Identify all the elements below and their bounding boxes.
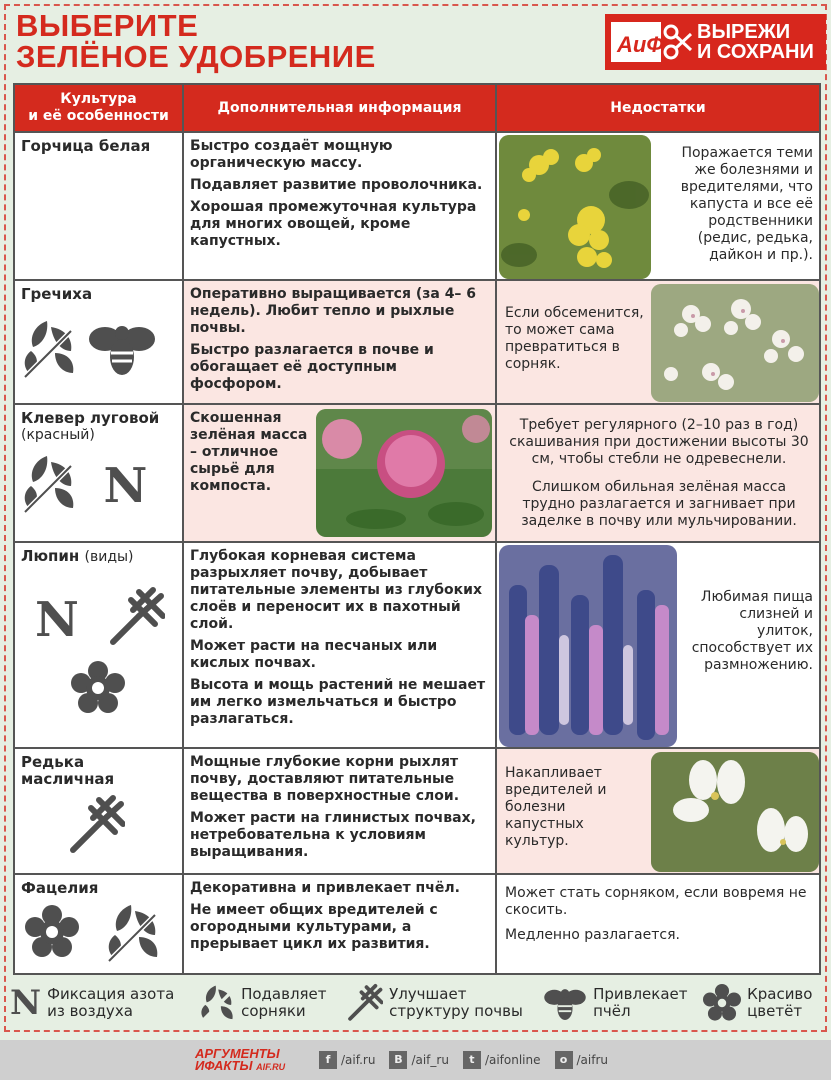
weed-suppression-icon xyxy=(21,317,77,384)
social-odnoklassniki[interactable] xyxy=(555,1051,609,1069)
rake-icon xyxy=(345,983,383,1023)
legend-label: Улучшает структуру почвы xyxy=(389,985,523,1020)
weed-suppression-icon xyxy=(105,901,161,968)
icon-legend xyxy=(10,978,825,1028)
legend-item-flower xyxy=(703,984,821,1022)
info-text: Хорошая промежуточная культура для многих овощей, кроме капустных. xyxy=(190,199,477,249)
info-text: Глубокая корневая система разрыхляет почву, добывает питательные элементы из глубоких слоёв и переносит их в пахотный слой. xyxy=(190,548,483,632)
table-row xyxy=(14,280,820,404)
bee-icon xyxy=(543,983,587,1023)
flower-icon xyxy=(703,984,741,1022)
page-title xyxy=(16,10,376,72)
table-header-row xyxy=(14,84,820,132)
info-text: Оперативно выращивается (за 4– 6 недель). Любит тепло и рыхлые почвы. xyxy=(190,286,477,336)
crop-name: Редька масличная xyxy=(21,753,115,788)
badge-line-2: И СОХРАНИ xyxy=(697,41,814,63)
odnoklassniki-icon: о xyxy=(555,1051,573,1069)
info-text: Высота и мощь растений не мешает им легко измельчаться и быстро разлагаться. xyxy=(190,677,486,727)
info-text: Скошенная зелёная масса – отличное сырьё для компоста. xyxy=(190,410,308,494)
table-row xyxy=(14,874,820,974)
drawback-text: Медленно разлагается. xyxy=(505,927,680,943)
badge-line-1: ВЫРЕЖИ xyxy=(697,21,791,43)
nitrogen-fixation-icon: N xyxy=(35,591,79,648)
social-twitter[interactable] xyxy=(463,1051,541,1069)
crop-name: Гречиха xyxy=(21,285,93,303)
crop-name: Клевер луговой xyxy=(21,409,160,427)
crop-name: Люпин (виды) xyxy=(21,547,134,565)
rake-icon xyxy=(65,794,125,861)
vk-icon: В xyxy=(389,1051,407,1069)
info-text: Может расти на песчаных или кислых почвах. xyxy=(190,638,438,671)
title-line-2: ЗЕЛЁНОЕ УДОБРЕНИЕ xyxy=(16,39,376,74)
social-facebook[interactable] xyxy=(319,1051,375,1069)
nitrogen-fixation-icon: N xyxy=(103,457,148,514)
badge-text xyxy=(693,22,814,62)
info-text: Не имеет общих вредителей с огородными культурами, а прерывает цикл их развития. xyxy=(190,902,438,952)
drawback-text: Если обсеменится, то может сама превратиться в сорняк. xyxy=(505,305,644,372)
aif-logo-text: АиФ xyxy=(617,32,664,57)
drawback-text: Поражается теми же болезнями и вредителями, что капуста и все её родственники (редис, редька, дайкон и пр.). xyxy=(680,145,813,263)
footer xyxy=(0,1040,831,1080)
social-handle: /aif_ru xyxy=(411,1053,449,1067)
drawback-text: Накапливает вредителей и болезни капустных культур. xyxy=(505,765,607,849)
weed-suppression-icon xyxy=(199,983,235,1023)
clover-photo xyxy=(316,409,492,537)
drawback-text: Требует регулярного (2–10 раз в год) скашивания при достижении высоты 30 см, чтобы стебли не одревеснели. xyxy=(509,417,809,467)
social-handle: /aifonline xyxy=(484,1053,541,1067)
social-handle: /aifru xyxy=(576,1053,608,1067)
crop-name: Горчица белая xyxy=(21,137,151,155)
header-info: Дополнительная информация xyxy=(183,84,496,132)
scissors-icon xyxy=(665,26,691,58)
lupin-photo xyxy=(499,545,677,747)
table-row xyxy=(14,132,820,280)
legend-label: Подавляет сорняки xyxy=(241,985,327,1020)
crop-subtitle: (красный) xyxy=(21,427,95,443)
info-text: Быстро создаёт мощную органическую массу. xyxy=(190,138,393,171)
drawback-text: Любимая пища слизней и улиток, способствует их размножению. xyxy=(691,589,813,673)
mustard-photo xyxy=(499,135,651,279)
header-crop: Культура и её особенности xyxy=(14,84,183,132)
table-row xyxy=(14,542,820,748)
buckwheat-photo xyxy=(651,284,819,402)
info-text: Может расти на глинистых почвах, нетребовательна к условиям выращивания. xyxy=(190,810,476,860)
legend-item-weeds xyxy=(199,983,333,1023)
social-vk[interactable] xyxy=(389,1051,449,1069)
legend-item-soil xyxy=(345,983,531,1023)
legend-item-nitrogen xyxy=(10,983,187,1023)
facebook-icon: f xyxy=(319,1051,337,1069)
social-handle: /aif.ru xyxy=(341,1053,376,1067)
legend-item-bees xyxy=(543,983,691,1023)
legend-label: Привлекает пчёл xyxy=(593,985,688,1020)
green-manure-table xyxy=(13,83,821,975)
info-text: Декоративна и привлекает пчёл. xyxy=(190,880,460,896)
flower-icon xyxy=(71,661,125,720)
info-text: Подавляет развитие проволочника. xyxy=(190,177,483,193)
drawback-text: Слишком обильная зелёная масса трудно разлагается и загнивает при заделке в почву или мульчировании. xyxy=(521,479,797,529)
legend-label: Фиксация азота из воздуха xyxy=(47,985,175,1020)
aif-brand-logo: АРГУМЕНТЫ ИФАКТЫ AIF.RU xyxy=(195,1045,286,1073)
crop-name: Фацелия xyxy=(21,879,99,897)
aif-logo xyxy=(605,14,693,70)
info-text: Мощные глубокие корни рыхлят почву, доставляют питательные вещества в поверхностные слои. xyxy=(190,754,460,804)
title-line-1: ВЫБЕРИТЕ xyxy=(16,8,199,43)
weed-suppression-icon xyxy=(21,452,77,519)
bee-icon xyxy=(87,317,157,384)
cut-and-save-badge xyxy=(605,14,826,70)
table-row xyxy=(14,748,820,874)
twitter-icon: t xyxy=(463,1051,481,1069)
legend-label: Красиво цветёт xyxy=(747,985,813,1020)
info-text: Быстро разлагается в почве и обогащает её доступным фосфором. xyxy=(190,342,434,392)
header-drawbacks: Недостатки xyxy=(496,84,820,132)
table-row xyxy=(14,404,820,542)
drawback-text: Может стать сорняком, если вовремя не скосить. xyxy=(505,885,807,918)
flower-icon xyxy=(25,905,79,964)
rake-icon xyxy=(105,586,165,653)
radish-photo xyxy=(651,752,819,872)
nitrogen-fixation-icon: N xyxy=(10,983,42,1023)
